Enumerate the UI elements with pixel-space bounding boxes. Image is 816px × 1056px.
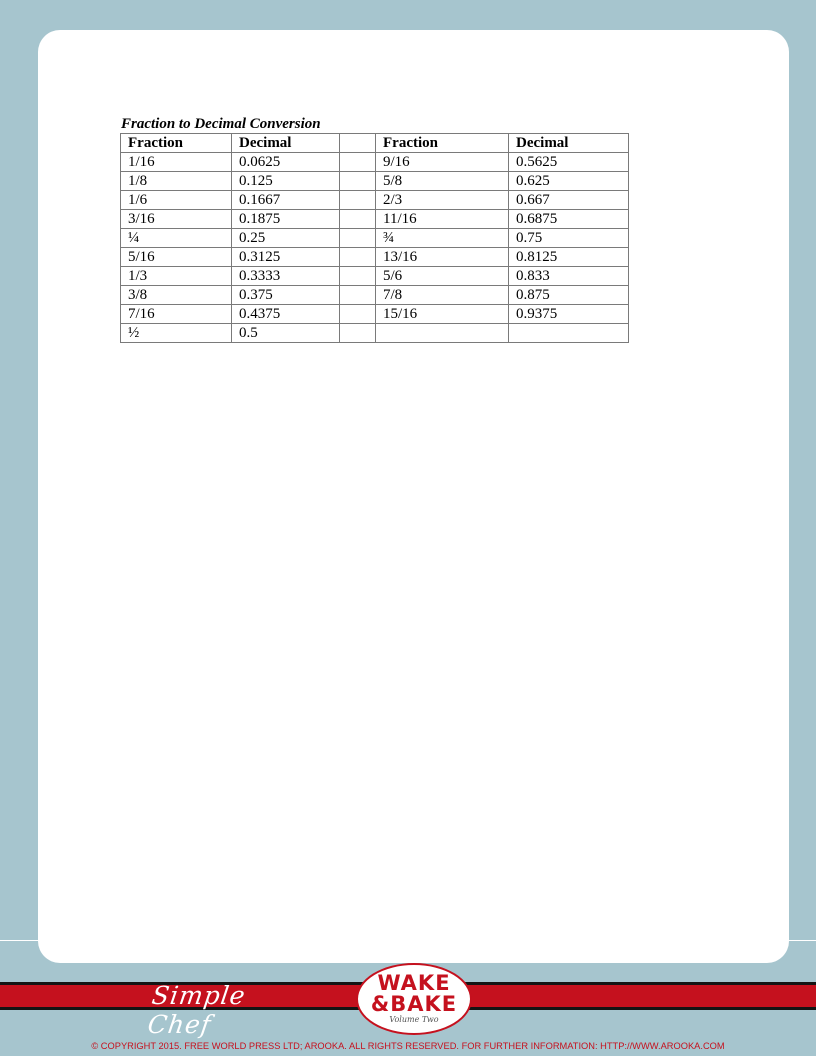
table-row [121, 286, 629, 305]
table-row [121, 153, 629, 172]
table-cell: 0.3333 [232, 267, 340, 286]
table-cell: 0.5 [232, 324, 340, 343]
table-cell: 0.25 [232, 229, 340, 248]
table-row [121, 305, 629, 324]
header-cell: Fraction [121, 134, 232, 153]
divider-line-right [789, 940, 816, 941]
table-cell: 1/8 [121, 172, 232, 191]
table-cell: 3/16 [121, 210, 232, 229]
table-cell [340, 267, 376, 286]
table-cell [340, 210, 376, 229]
table-row [121, 210, 629, 229]
table-cell [340, 153, 376, 172]
table-cell: 2/3 [376, 191, 509, 210]
table-caption: Fraction to Decimal Conversion [121, 116, 321, 132]
table-cell: 0.8125 [509, 248, 629, 267]
table-cell: 0.5625 [509, 153, 629, 172]
table-cell: 11/16 [376, 210, 509, 229]
header-cell: Decimal [232, 134, 340, 153]
table-cell: 0.833 [509, 267, 629, 286]
table-cell: 0.625 [509, 172, 629, 191]
table-cell: 0.75 [509, 229, 629, 248]
logo-line2: &BAKE [370, 992, 458, 1016]
header-cell: Decimal [509, 134, 629, 153]
table-cell: 3/8 [121, 286, 232, 305]
table-cell: ¾ [376, 229, 509, 248]
table-row [121, 229, 629, 248]
table-cell: 0.375 [232, 286, 340, 305]
table-cell [340, 305, 376, 324]
table-cell [509, 324, 629, 343]
table-cell [340, 324, 376, 343]
table-row [121, 267, 629, 286]
table-cell: 0.6875 [509, 210, 629, 229]
table-cell: 0.125 [232, 172, 340, 191]
table-header-row [121, 134, 629, 153]
table-cell [340, 229, 376, 248]
table-cell: 5/16 [121, 248, 232, 267]
table-cell: ¼ [121, 229, 232, 248]
table-cell: 0.875 [509, 286, 629, 305]
table-row [121, 191, 629, 210]
table-cell: 1/16 [121, 153, 232, 172]
table-cell: 0.0625 [232, 153, 340, 172]
table-cell [340, 172, 376, 191]
table-cell: 0.667 [509, 191, 629, 210]
brand-wordmark: Simple Chef [145, 981, 248, 1039]
table-cell [340, 286, 376, 305]
table-cell: 0.1875 [232, 210, 340, 229]
table-cell: 7/8 [376, 286, 509, 305]
header-cell [340, 134, 376, 153]
table-row [121, 248, 629, 267]
table-cell: 13/16 [376, 248, 509, 267]
wake-bake-logo [356, 963, 472, 1035]
table-cell: 7/16 [121, 305, 232, 324]
table-cell: 5/6 [376, 267, 509, 286]
table-cell: 0.3125 [232, 248, 340, 267]
table-cell: ½ [121, 324, 232, 343]
table-cell [340, 248, 376, 267]
table-cell: 1/6 [121, 191, 232, 210]
table-cell: 1/3 [121, 267, 232, 286]
divider-line-left [0, 940, 38, 941]
table-cell: 0.4375 [232, 305, 340, 324]
table-cell: 9/16 [376, 153, 509, 172]
table-cell [376, 324, 509, 343]
header-cell: Fraction [376, 134, 509, 153]
table-row [121, 324, 629, 343]
logo-volume: Volume Two [389, 1015, 439, 1024]
table-row [121, 172, 629, 191]
table-cell [340, 191, 376, 210]
table-cell: 0.1667 [232, 191, 340, 210]
conversion-table [120, 133, 629, 343]
table-cell: 5/8 [376, 172, 509, 191]
copyright-notice: © COPYRIGHT 2015. FREE WORLD PRESS LTD; AROOKA. ALL RIGHTS RESERVED. FOR FURTHER INFORMATION: HTTP://WWW.AROOKA.COM [91, 1041, 725, 1051]
logo-line1: WAKE [377, 971, 451, 995]
table-cell: 0.9375 [509, 305, 629, 324]
table-cell: 15/16 [376, 305, 509, 324]
